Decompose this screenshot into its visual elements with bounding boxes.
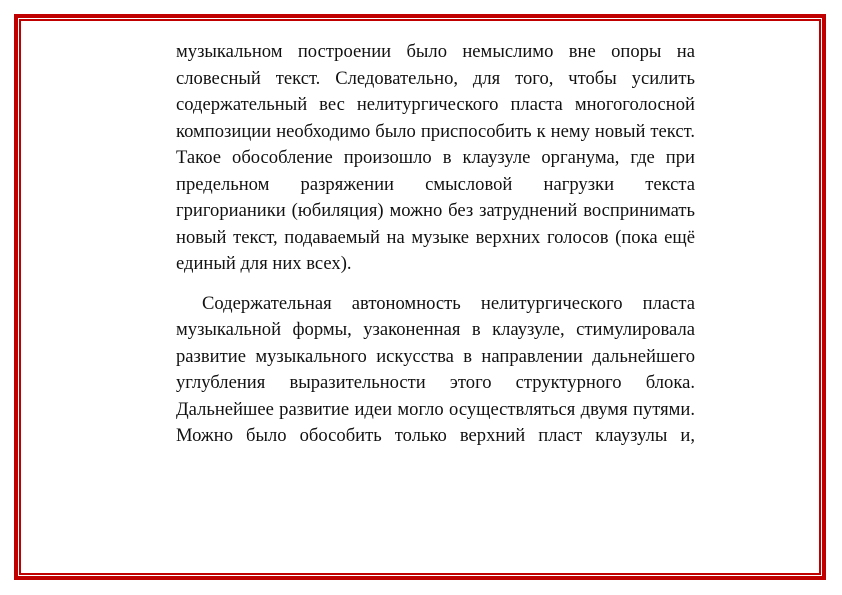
document-text-body [176,39,695,450]
paragraph-content-autonomy: Содержательная автономность нелитургического пласта музыкальной формы, узаконенная в клаузуле, стимулировала развитие музыкального искусства в направлении дальнейшего углубления выразительности этого структурного блока. Дальнейшее развитие идеи могло осуществляться двумя путями. Можно было обособить только верхний пласт клаузулы и, [176,292,695,446]
paragraph-continuation: музыкальном построении было немыслимо вне опоры на словесный текст. Следовательно, для того, чтобы усилить содержательный вес нелитургического пласта многоголосной композиции необходимо было приспособить к нему новый текст. Такое обособление произошло в клаузуле органума, где при предельном разряжении смысловой нагрузки текста григорианики (юбиляция) можно без затруднений воспринимать новый текст, подаваемый на музыке верхних голосов (пока ещё единый для них всех). [176,41,695,274]
